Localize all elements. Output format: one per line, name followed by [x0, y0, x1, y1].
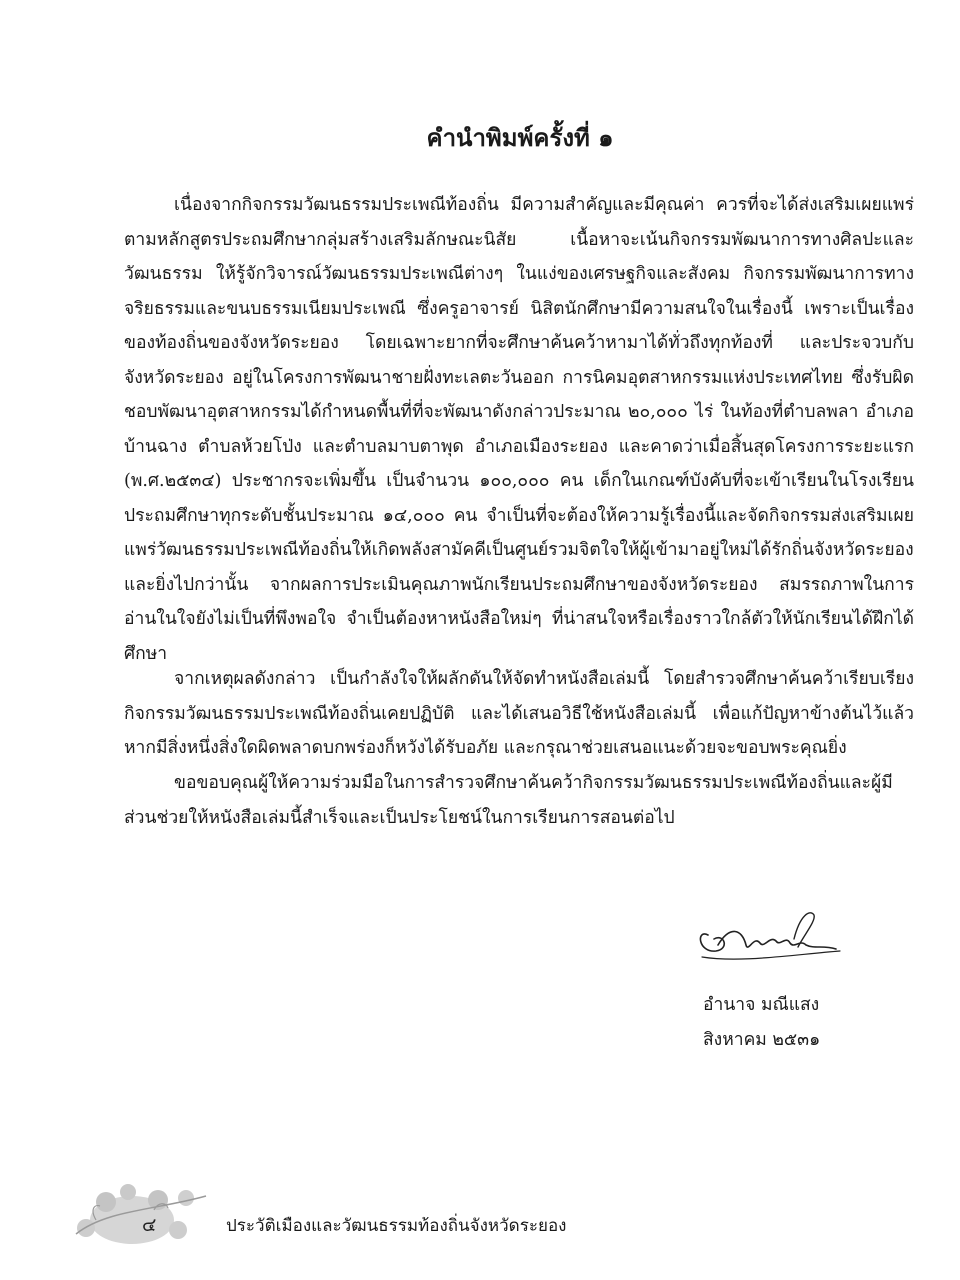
paragraph-2	[124, 662, 914, 766]
footer-book-title: ประวัติเมืองและวัฒนธรรมท้องถิ่นจังหวัดระยอง	[226, 1216, 567, 1236]
page-title: คำนำพิมพ์ครั้งที่ ๑	[426, 123, 614, 152]
page-number: ๔	[142, 1214, 157, 1236]
paragraph-1	[124, 188, 914, 671]
signature-date: สิงหาคม ๒๕๓๑	[703, 1030, 821, 1050]
paragraph-3	[124, 766, 914, 835]
handwritten-signature	[690, 905, 850, 967]
signer-name: อำนาจ มณีแสง	[703, 995, 820, 1015]
paragraph-3-text: ขอขอบคุณผู้ให้ความร่วมมือในการสำรวจศึกษาค้นคว้ากิจกรรมวัฒนธรรมประเพณีท้องถิ่นและผู้มีส่วนช่วยให้หนังสือเล่มนี้สำเร็จและเป็นประโยชน์ในการเรียนการสอนต่อไป	[124, 773, 893, 828]
paragraph-1-text: เนื่องจากกิจกรรมวัฒนธรรมประเพณีท้องถิ่น มีความสำคัญและมีคุณค่า ควรที่จะได้ส่งเสริมเผยแพร่ ตามหลักสูตรประถมศึกษากลุ่มสร้างเสริมลักษณะนิสัย เนื้อหาจะเน้นกิจกรรมพัฒนาการทางศิลปะและวัฒนธรรม ให้รู้จักวิจารณ์วัฒนธรรมประเพณีต่างๆ ในแง่ของเศรษฐกิจและสังคม กิจกรรมพัฒนาการทางจริยธรรมและขนบธรรมเนียมประเพณี ซึ่งครูอาจารย์ นิสิตนักศึกษามีความสนใจในเรื่องนี้ เพราะเป็นเรื่องของท้องถิ่นของจังหวัดระยอง โดยเฉพาะยากที่จะศึกษาค้นคว้าหามาได้ทั่วถึงทุกท้องที่ และประจวบกับจังหวัดระยอง อยู่ในโครงการพัฒนาชายฝั่งทะเลตะวันออก การนิคมอุตสาหกรรมแห่งประเทศไทย ซึ่งรับผิดชอบพัฒนาอุตสาหกรรมได้กำหนดพื้นที่ที่จะพัฒนาดังกล่าวประมาณ ๒๐,๐๐๐ ไร่ ในท้องที่ตำบลพลา อำเภอบ้านฉาง ตำบลห้วยโป่ง และตำบลมาบตาพุด อำเภอเมืองระยอง และคาดว่าเมื่อสิ้นสุดโครงการระยะแรก (พ.ศ.๒๕๓๔) ประชากรจะเพิ่มขึ้น เป็นจำนวน ๑๐๐,๐๐๐ คน เด็กในเกณฑ์บังคับที่จะเข้าเรียนในโรงเรียนประถมศึกษาทุกระดับชั้นประมาณ ๑๔,๐๐๐ คน จำเป็นที่จะต้องให้ความรู้เรื่องนี้และจัดกิจกรรมส่งเสริมเผยแพร่วัฒนธรรมประเพณีท้องถิ่นให้เกิดพลังสามัคคีเป็นศูนย์รวมจิตใจให้ผู้เข้ามาอยู่ใหม่ได้รักถิ่นจังหวัดระยอง และยิ่งไปกว่านั้น จากผลการประเมินคุณภาพนักเรียนประถมศึกษาของจังหวัดระยอง สมรรถภาพในการอ่านในใจยังไม่เป็นที่พึงพอใจ จำเป็นต้องหาหนังสือใหม่ๆ ที่น่าสนใจหรือเรื่องราวใกล้ตัวให้นักเรียนได้ฝึกได้ศึกษา	[124, 195, 914, 664]
paragraph-2-text: จากเหตุผลดังกล่าว เป็นกำลังใจให้ผลักดันให้จัดทำหนังสือเล่มนี้ โดยสำรวจศึกษาค้นคว้าเรียบเรียงกิจกรรมวัฒนธรรมประเพณีท้องถิ่นเคยปฏิบัติ และได้เสนอวิธีใช้หนังสือเล่มนี้ เพื่อแก้ปัญหาข้างต้นไว้แล้ว หากมีสิ่งหนึ่งสิ่งใดผิดพลาดบกพร่องก็หวังได้รับอภัย และกรุณาช่วยเสนอแนะด้วยจะขอบพระคุณยิ่ง	[124, 669, 914, 758]
